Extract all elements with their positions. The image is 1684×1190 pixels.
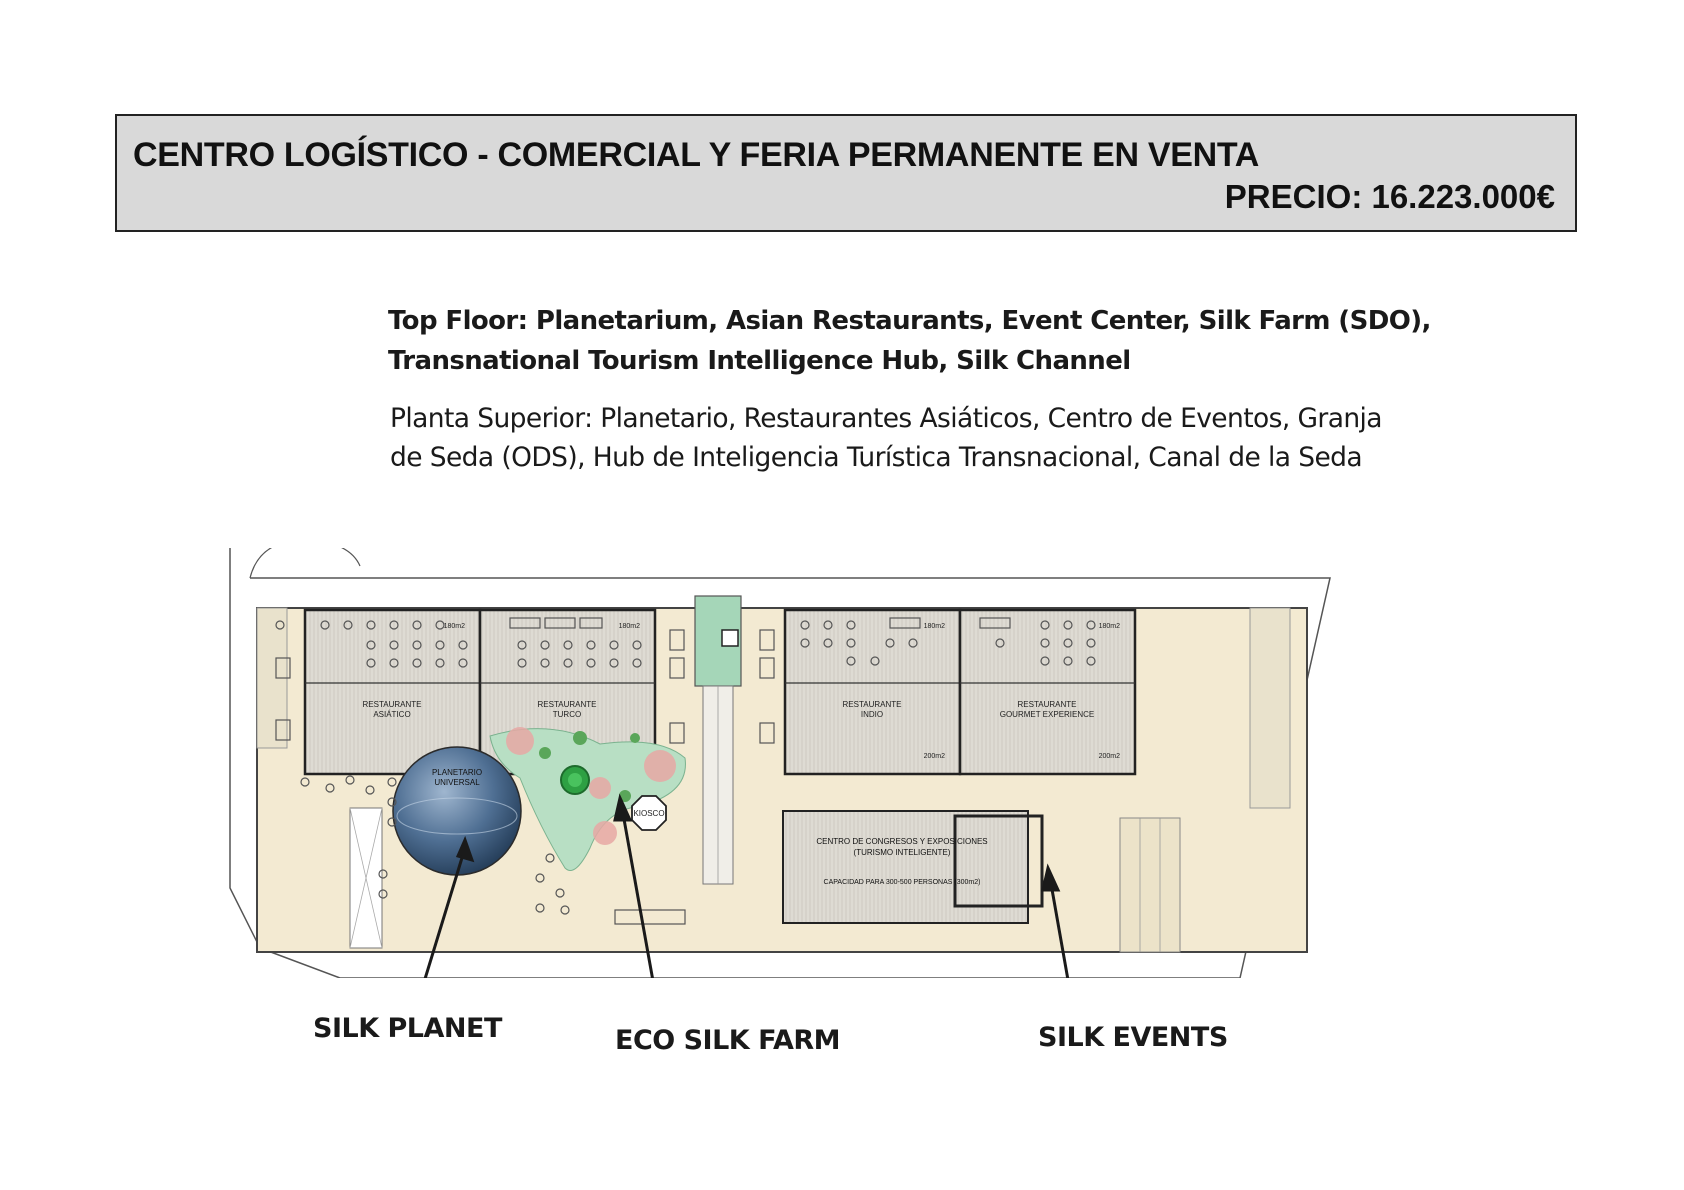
area-label: 180m2 — [443, 623, 465, 630]
listing-header — [115, 114, 1577, 232]
restaurant-name: GOURMET EXPERIENCE — [999, 710, 1095, 719]
listing-price: PRECIO: 16.223.000€ — [1224, 178, 1555, 215]
planetarium-label: PLANETARIO — [431, 768, 483, 777]
callout-silk-planet: SILK PLANET — [313, 1013, 502, 1044]
restaurant-label: RESTAURANTE — [1017, 700, 1077, 709]
listing-title: CENTRO LOGÍSTICO - COMERCIAL Y FERIA PERMANENTE EN VENTA — [133, 136, 1260, 174]
area-label: 180m2 — [618, 623, 640, 630]
area-label: 200m2 — [923, 753, 945, 760]
curved-wall — [250, 548, 360, 578]
area-label: 180m2 — [1098, 623, 1120, 630]
floor-plan — [220, 548, 1340, 983]
area-label: 200m2 — [1098, 753, 1120, 760]
restaurant-gourmet — [960, 610, 1135, 774]
restaurant-label: RESTAURANTE — [362, 700, 422, 709]
restaurant-label: RESTAURANTE — [537, 700, 597, 709]
planetarium-label-2: UNIVERSAL — [434, 778, 480, 787]
congress-label: CENTRO DE CONGRESOS Y EXPOSICIONES — [816, 837, 988, 846]
restaurant-name: TURCO — [552, 710, 582, 719]
restaurant-label: RESTAURANTE — [842, 700, 902, 709]
description-es-line-1: Planta Superior: Planetario, Restaurantes Asiáticos, Centro de Eventos, Granja — [390, 403, 1382, 434]
description-es-line-2: de Seda (ODS), Hub de Inteligencia Turística Transnacional, Canal de la Seda — [390, 442, 1363, 473]
kiosk-label: KIOSCO — [633, 809, 665, 818]
restaurant-name: ASIÁTICO — [373, 710, 411, 719]
description-en-line-1: Top Floor: Planetarium, Asian Restaurants, Event Center, Silk Farm (SDO), — [388, 306, 1431, 336]
restaurant-indio — [785, 610, 960, 774]
restaurant-name: INDIO — [860, 710, 884, 719]
description-en-line-2: Transnational Tourism Intelligence Hub, Silk Channel — [388, 346, 1131, 376]
area-label: 180m2 — [923, 623, 945, 630]
service-area — [1120, 818, 1180, 952]
callout-eco-silk-farm: ECO SILK FARM — [615, 1025, 841, 1056]
congress-center — [783, 798, 1050, 948]
callout-silk-events: SILK EVENTS — [1038, 1022, 1228, 1053]
congress-capacity: CAPACIDAD PARA 300-500 PERSONAS (300m2) — [823, 879, 981, 886]
congress-sublabel: (TURISMO INTELIGENTE) — [853, 848, 951, 857]
